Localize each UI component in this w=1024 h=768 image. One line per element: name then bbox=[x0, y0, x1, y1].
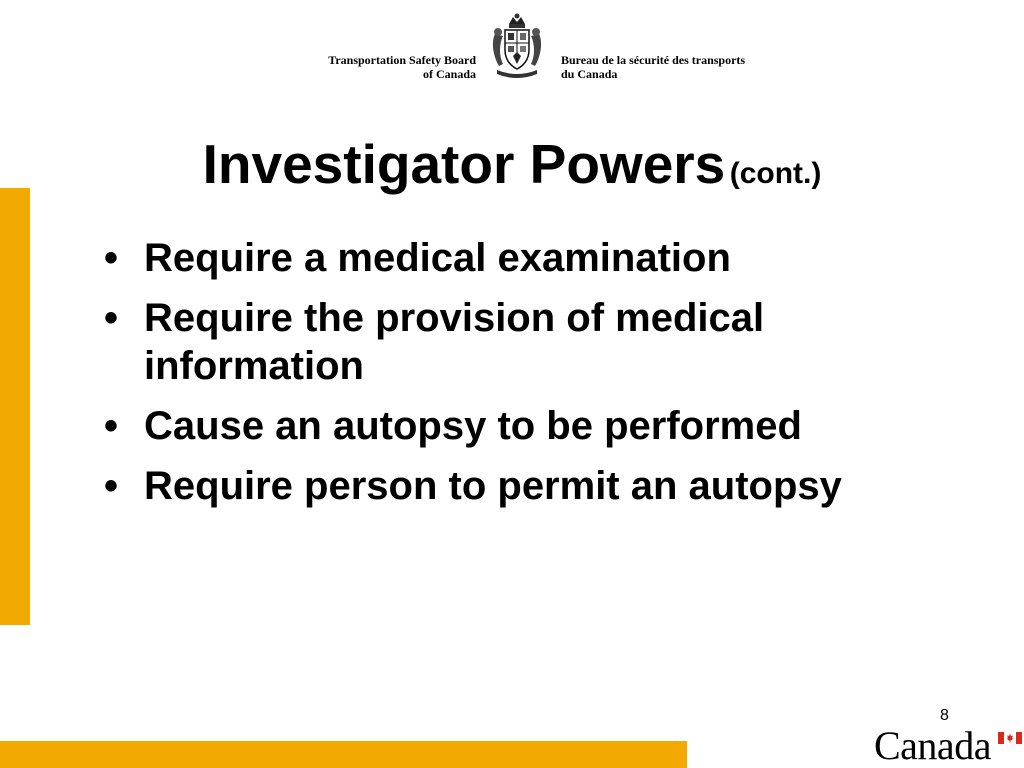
canada-flag-icon bbox=[998, 732, 1022, 744]
bullet-item bbox=[100, 462, 960, 510]
bottom-accent-bar bbox=[0, 741, 687, 768]
header-english-line-1: Transportation Safety Board bbox=[328, 53, 476, 67]
bullet-marker: • bbox=[104, 236, 119, 280]
header-english-line-2: of Canada bbox=[422, 67, 476, 81]
slide-title bbox=[0, 132, 1024, 196]
bullet-item bbox=[100, 402, 960, 450]
header-english-name bbox=[290, 53, 476, 81]
left-accent-bar bbox=[0, 188, 30, 625]
slide-title-suffix: (cont.) bbox=[729, 157, 822, 190]
bullet-marker: • bbox=[104, 404, 119, 448]
header-french-line-2: du Canada bbox=[561, 67, 618, 81]
bullet-text: Require person to permit an autopsy bbox=[144, 464, 842, 508]
header-french-name bbox=[561, 53, 801, 81]
bullet-marker: • bbox=[104, 296, 119, 340]
canada-wordmark bbox=[874, 723, 1024, 768]
bullet-list bbox=[100, 234, 960, 522]
bullet-item bbox=[100, 294, 960, 390]
header-french-line-1: Bureau de la sécurité des transports bbox=[561, 53, 746, 67]
bullet-item bbox=[100, 234, 960, 282]
bullet-marker: • bbox=[104, 464, 119, 508]
bullet-text: Require a medical examination bbox=[144, 236, 731, 280]
slide-title-main: Investigator Powers bbox=[202, 133, 726, 195]
bullet-text: Cause an autopsy to be performed bbox=[144, 404, 802, 448]
page-number: 8 bbox=[940, 707, 949, 724]
bullet-text: Require the provision of medical information bbox=[144, 296, 765, 388]
coat-of-arms-icon bbox=[487, 12, 547, 82]
canada-wordmark-text: Canada bbox=[874, 723, 991, 768]
